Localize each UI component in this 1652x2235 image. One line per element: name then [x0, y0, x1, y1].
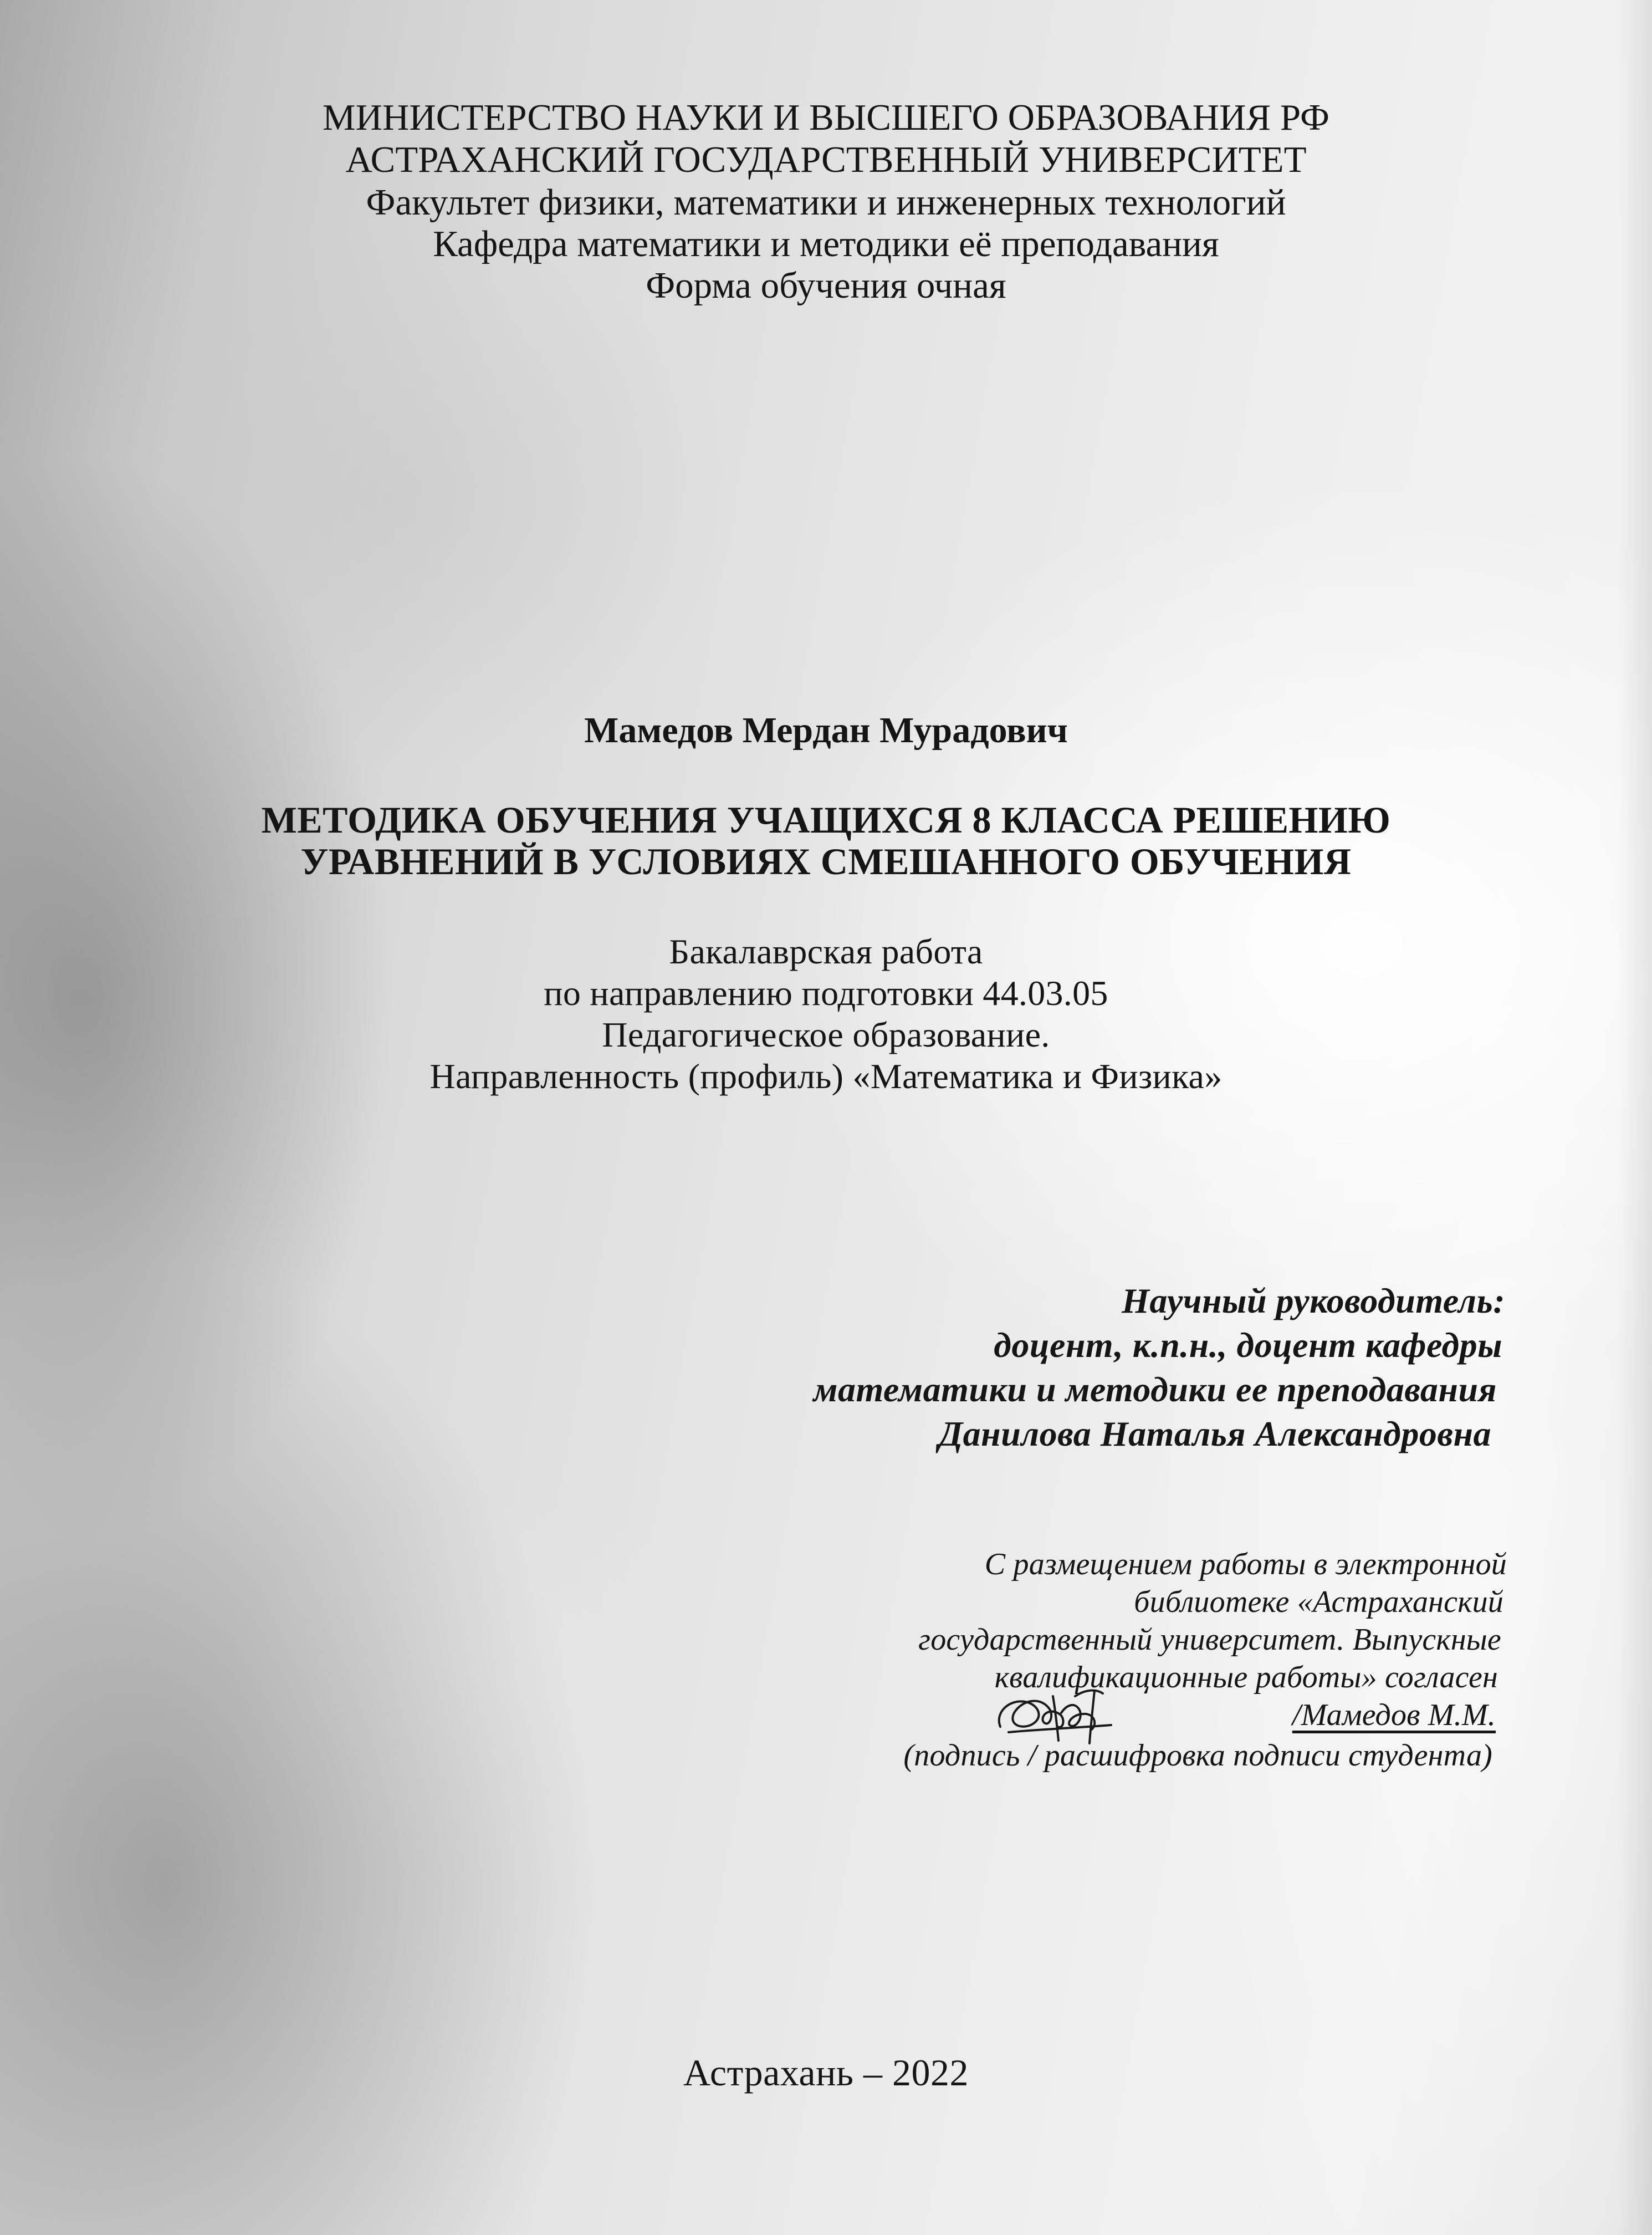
consent-line-3: государственный университет. Выпускные: [918, 1622, 1501, 1657]
signature-caption: (подпись / расшифровка подписи студента): [903, 1738, 1492, 1773]
consent-line-4: квалификационные работы» согласен: [994, 1660, 1498, 1695]
supervisor-label: Научный руководитель:: [1122, 1281, 1505, 1320]
faculty-heading: Факультет физики, математики и инженерных технологий: [366, 182, 1286, 223]
thesis-title-line-1: МЕТОДИКА ОБУЧЕНИЯ УЧАЩИХСЯ 8 КЛАССА РЕШЕНИЮ: [261, 799, 1391, 841]
work-type: Бакалаврская работа: [669, 932, 983, 971]
supervisor-name: Данилова Наталья Александровна: [938, 1414, 1491, 1453]
signature-name-text: /Мамедов М.М.: [1292, 1698, 1496, 1732]
handwritten-signature: [992, 1674, 1119, 1752]
work-field: Педагогическое образование.: [602, 1015, 1050, 1054]
city-year: Астрахань – 2022: [683, 2052, 969, 2094]
supervisor-position: доцент, к.п.н., доцент кафедры: [994, 1325, 1502, 1365]
thesis-title-line-2: УРАВНЕНИЙ В УСЛОВИЯХ СМЕШАННОГО ОБУЧЕНИЯ: [300, 840, 1352, 882]
student-signature-name: [1292, 1697, 1496, 1733]
supervisor-department: математики и методики ее преподавания: [813, 1370, 1497, 1409]
work-direction: по направлению подготовки 44.03.05: [544, 973, 1108, 1013]
ministry-heading: МИНИСТЕРСТВО НАУКИ И ВЫСШЕГО ОБРАЗОВАНИЯ РФ: [323, 97, 1329, 138]
author-name: Мамедов Мердан Мурадович: [584, 710, 1068, 751]
work-profile: Направленность (профиль) «Математика и Физика»: [429, 1057, 1223, 1096]
consent-line-2: библиотеке «Астраханский: [1134, 1585, 1503, 1619]
department-heading: Кафедра математики и методики её преподавания: [433, 223, 1219, 264]
consent-line-1: С размещением работы в электронной: [984, 1547, 1507, 1581]
study-form: Форма обучения очная: [646, 265, 1006, 306]
university-heading: АСТРАХАНСКИЙ ГОСУДАРСТВЕННЫЙ УНИВЕРСИТЕТ: [345, 139, 1307, 180]
